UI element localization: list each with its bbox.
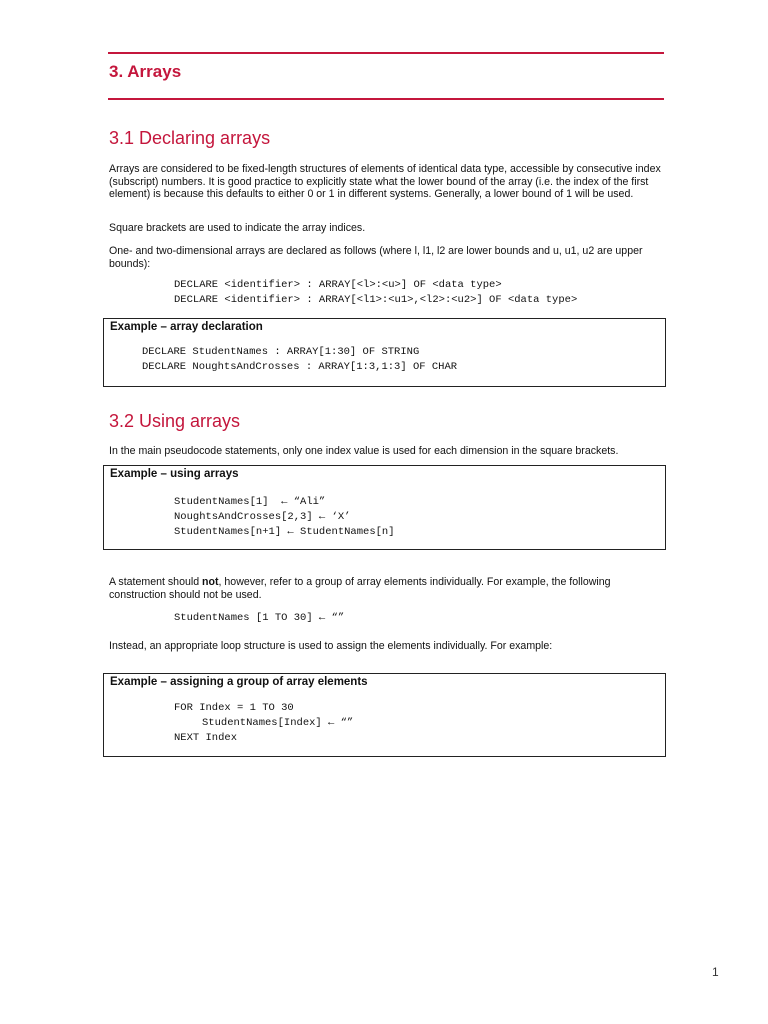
title-underline-rule (108, 98, 664, 100)
example-code-line: FOR Index = 1 TO 30 (174, 702, 294, 714)
example-code-line: NoughtsAndCrosses[2,3] ← ‘X’ (174, 511, 351, 523)
section-title-using-arrays: 3.2 Using arrays (109, 411, 241, 431)
example-code-line: StudentNames[n+1] ← StudentNames[n] (174, 526, 395, 538)
warning-text-start: A statement should (109, 576, 203, 588)
declare-syntax-1d: DECLARE <identifier> : ARRAY[<l>:<u>] OF <data type> (174, 279, 502, 291)
declaration-intro-paragraph: One- and two-dimensional arrays are declared as follows (where l, l1, l2 are lower bounds and u, u1, u2 are upper bounds): (109, 245, 643, 270)
bad-construction-code: StudentNames [1 TO 30] ← “” (174, 612, 345, 624)
group-warning-paragraph (109, 576, 661, 601)
example-box-title: Example – array declaration (110, 321, 263, 333)
example-using-arrays-box (103, 465, 666, 550)
arrays-definition-paragraph: Arrays are considered to be fixed-length structures of elements of identical data type, accessible by consecutive index (subscript) numbers. It is good practice to explicitly state what the lower bound of the array (i.e. the index of the first element) is because this defaults to either 0 or 1 in different systems. Generally, a lower bound of 1 will be used. (109, 163, 661, 200)
chapter-title: 3. Arrays (109, 62, 182, 81)
example-array-declaration-box (103, 318, 666, 387)
square-brackets-paragraph: Square brackets are used to indicate the array indices. (109, 222, 366, 234)
example-code-line: StudentNames[1] ← “Ali” (174, 496, 326, 508)
example-assigning-group-box (103, 673, 666, 757)
example-box-title: Example – assigning a group of array elements (110, 676, 368, 688)
warning-text-end: , however, refer to a group of array elements individually. For example, the following construction should not be used. (109, 576, 611, 601)
example-box-title: Example – using arrays (110, 468, 239, 480)
section-title-declaring-arrays: 3.1 Declaring arrays (109, 128, 271, 148)
warning-emphasis: not (202, 576, 219, 588)
page-number: 1 (712, 965, 719, 979)
top-rule (108, 52, 664, 54)
example-code-line: StudentNames[Index] ← “” (202, 717, 354, 729)
index-value-paragraph: In the main pseudocode statements, only one index value is used for each dimension in the square brackets. (109, 445, 619, 457)
example-code-line: DECLARE NoughtsAndCrosses : ARRAY[1:3,1:3] OF CHAR (142, 361, 458, 373)
declare-syntax-2d: DECLARE <identifier> : ARRAY[<l1>:<u1>,<l2>:<u2>] OF <data type> (174, 294, 578, 306)
example-code-line: DECLARE StudentNames : ARRAY[1:30] OF STRING (142, 346, 420, 358)
example-code-line: NEXT Index (174, 732, 238, 744)
loop-structure-paragraph: Instead, an appropriate loop structure is used to assign the elements individually. For example: (109, 640, 553, 652)
